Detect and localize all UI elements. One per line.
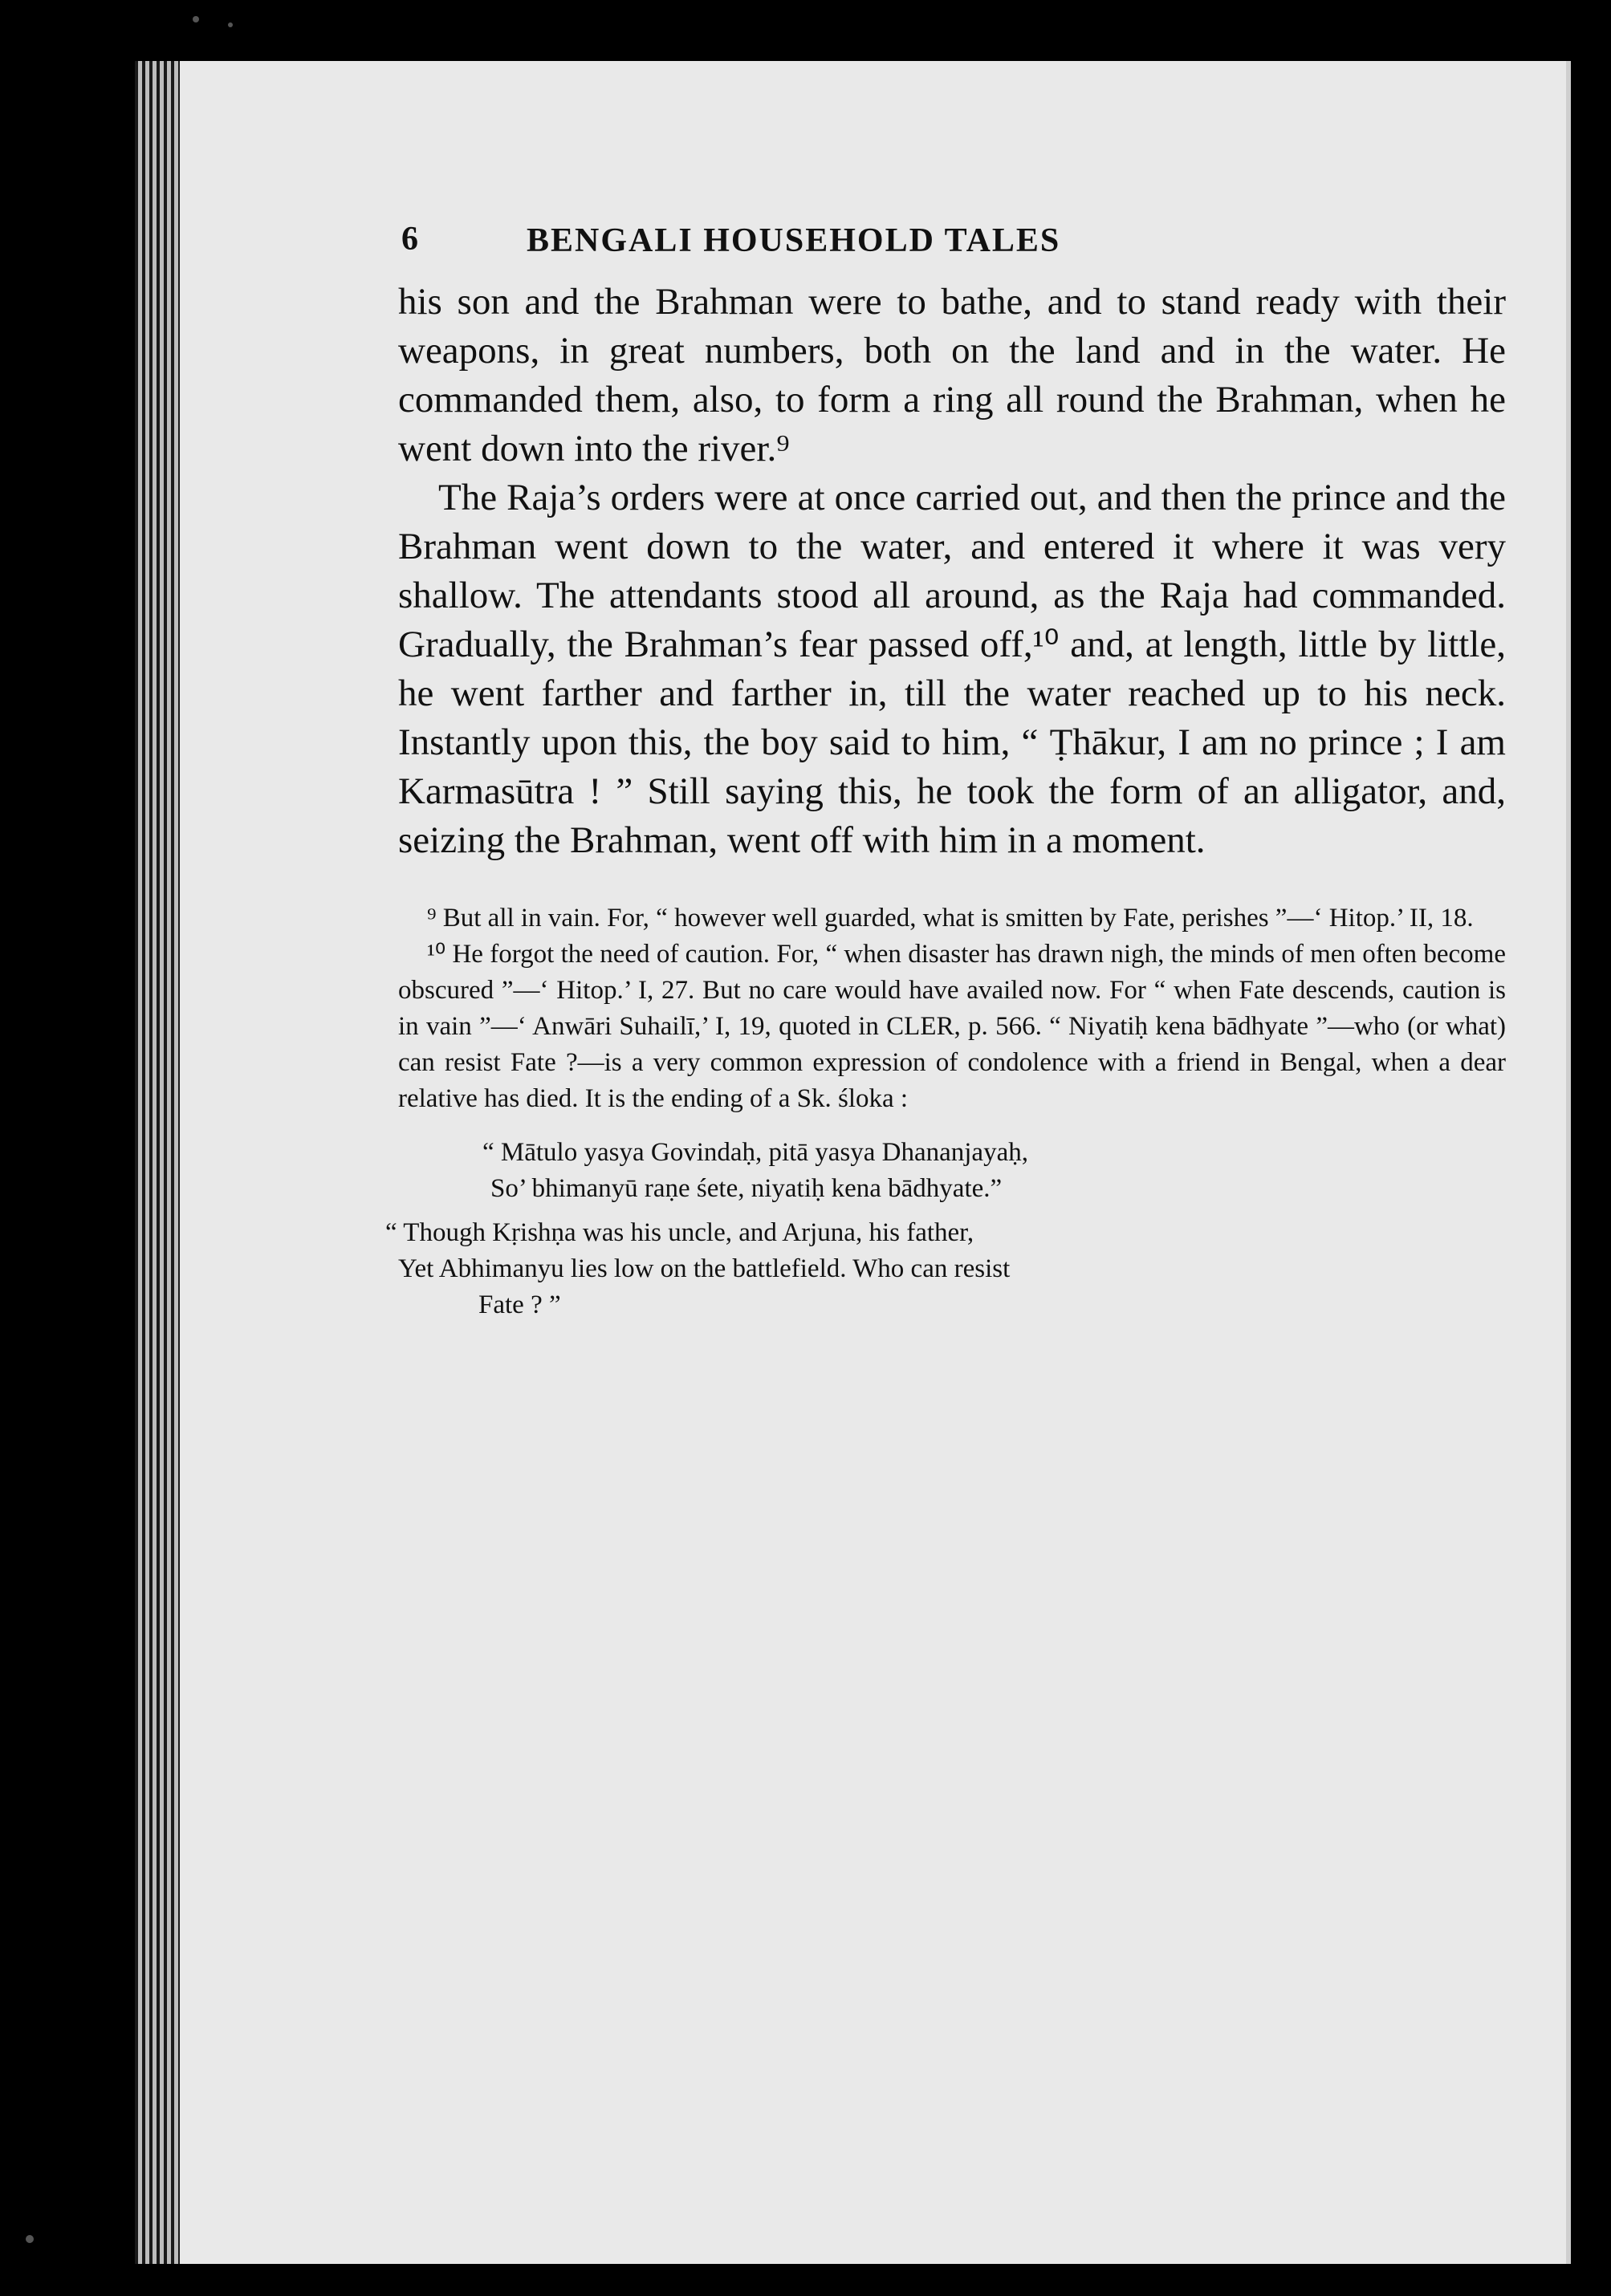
verse-line-2: So’ bhimanyū raṇe śete, niyatiḥ kena bādhyate.” [490, 1174, 1003, 1203]
scan-speck [228, 22, 233, 27]
page-number: 6 [401, 221, 420, 258]
text-block [385, 205, 1506, 1323]
translation-line-3: Fate ? ” [478, 1290, 561, 1319]
body-paragraph-1: his son and the Brahman were to bathe, and to stand ready with their weapons, in great numbers, both on the land and in the water. He commanded them, also, to form a ring all round the Brahman, when he went down into the river.⁹ [398, 281, 1506, 469]
footnote-10: ¹⁰ He forgot the need of caution. For, “ when disaster has drawn nigh, the minds of men often become obscured ”—‘ Hitop.’ I, 27. But no care would have availed now. For “ when Fate descends, caution is in vain ”—‘ Anwāri Suhailī,’ I, 19, quoted in CLER, p. 566. “ Niyatiḥ kena bādhyate ”—who (or what) can resist Fate ?—is a very common expression of condolence with a friend in Bengal, when a dear relative has died. It is the ending of a Sk. śloka : [398, 940, 1506, 1113]
running-head: BENGALI HOUSEHOLD TALES [527, 222, 1061, 259]
page-right-edge [1566, 61, 1571, 2264]
page-header [398, 205, 1506, 278]
verse-line-1: “ Mātulo yasya Govindaḥ, pitā yasya Dhananjayaḥ, [482, 1138, 1028, 1167]
footnote-9: ⁹ But all in vain. For, “ however well guarded, what is smitten by Fate, perishes ”—‘ Hitop.’ II, 18. [427, 904, 1474, 933]
body-text [398, 278, 1506, 865]
scan-speck [193, 16, 199, 22]
book-page [135, 61, 1571, 2264]
footnotes [398, 900, 1506, 1117]
sanskrit-verse [482, 1135, 1506, 1207]
translation-line-1: “ Though Kṛishṇa was his uncle, and Arjuna, his father, [385, 1218, 974, 1247]
verse-translation [385, 1215, 1506, 1323]
scan-speck [26, 2235, 34, 2243]
body-paragraph-2: The Raja’s orders were at once carried out, and then the prince and the Brahman went down to the water, and entered it where it was very shallow. The attendants stood all around, as the Raja had commanded. Gradually, the Brahman’s fear passed off,¹⁰ and, at length, little by little, he went farther and farther in, till the water reached up to his neck. Instantly upon this, the boy said to him, “ Ṭhākur, I am no prince ; I am Karmasūtra ! ” Still saying this, he took the form of an alligator, and, seizing the Brahman, went off with him in a moment. [398, 477, 1506, 861]
page-binding-edge [135, 61, 180, 2264]
translation-line-2: Yet Abhimanyu lies low on the battlefield. Who can resist [398, 1254, 1011, 1283]
